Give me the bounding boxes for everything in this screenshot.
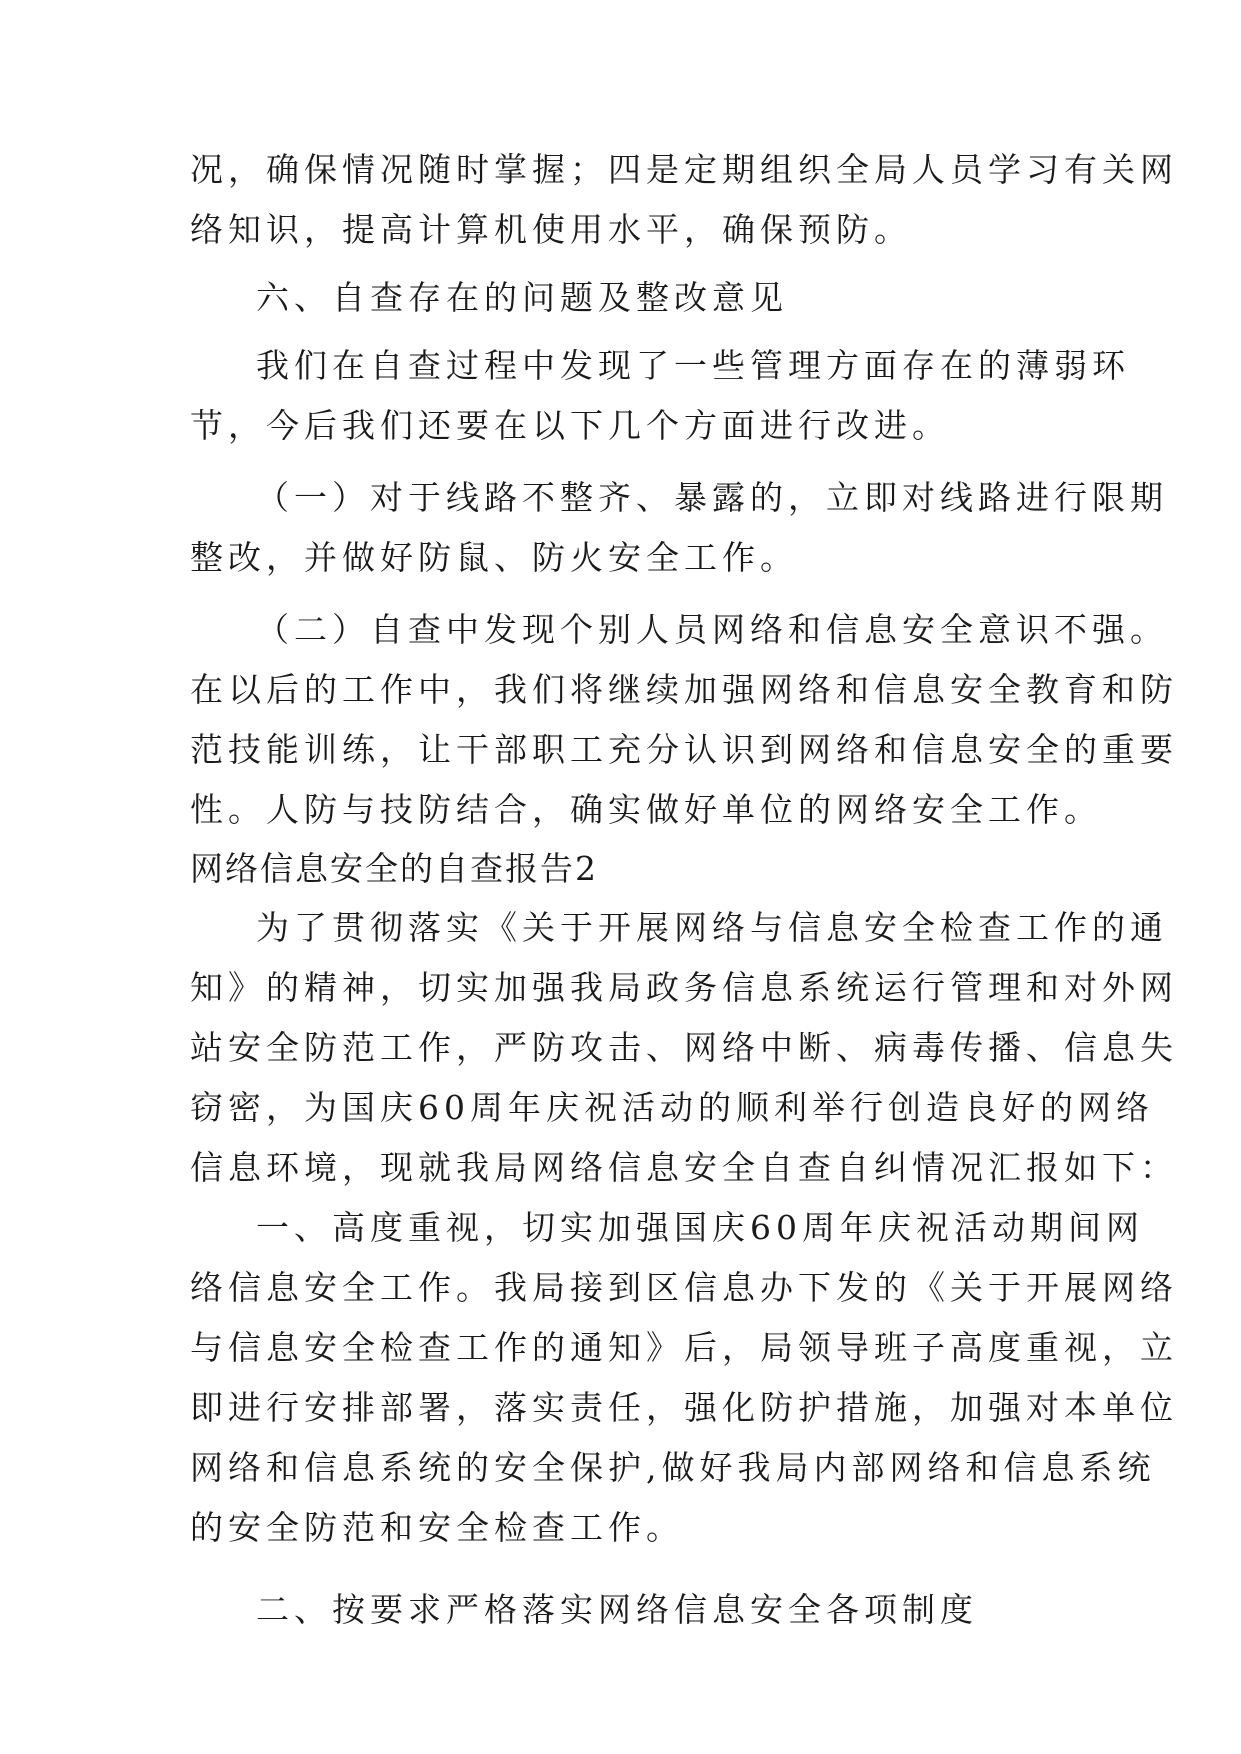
body-line-5: （一）对于线路不整齐、暴露的，立即对线路进行限期 [256, 478, 1168, 517]
section-heading-1: 一、高度重视，切实加强国庆60周年庆祝活动期间网 [256, 1208, 1144, 1247]
body-line-2: 络知识，提高计算机使用水平，确保预防。 [190, 210, 912, 249]
body-line-1: 况，确保情况随时掌握；四是定期组织全局人员学习有关网 [190, 150, 1178, 189]
body-line-4: 节，今后我们还要在以下几个方面进行改进。 [190, 406, 950, 445]
body-line-19: 网络和信息系统的安全保护,做好我局内部网络和信息系统 [190, 1448, 1156, 1487]
body-line-13: 站安全防范工作，严防攻击、网络中断、病毒传播、信息失 [190, 1028, 1178, 1067]
body-line-11: 为了贯彻落实《关于开展网络与信息安全检查工作的通 [256, 908, 1168, 947]
body-line-20: 的安全防范和安全检查工作。 [190, 1508, 684, 1547]
body-line-18: 即进行安排部署，落实责任，强化防护措施，加强对本单位 [190, 1388, 1178, 1427]
body-line-9: 范技能训练，让干部职工充分认识到网络和信息安全的重要 [190, 730, 1178, 769]
report-title-2: 网络信息安全的自查报告2 [190, 849, 598, 888]
body-line-10: 性。人防与技防结合，确实做好单位的网络安全工作。 [190, 790, 1102, 829]
body-line-3: 我们在自查过程中发现了一些管理方面存在的薄弱环 [256, 346, 1130, 385]
body-line-8: 在以后的工作中，我们将继续加强网络和信息安全教育和防 [190, 670, 1178, 709]
section-heading-6: 六、自查存在的问题及整改意见 [256, 278, 788, 317]
body-line-15: 信息环境，现就我局网络信息安全自查自纠情况汇报如下： [190, 1148, 1178, 1187]
body-line-12: 知》的精神，切实加强我局政务信息系统运行管理和对外网 [190, 968, 1178, 1007]
body-line-16: 络信息安全工作。我局接到区信息办下发的《关于开展网络 [190, 1268, 1178, 1307]
body-line-17: 与信息安全检查工作的通知》后，局领导班子高度重视，立 [190, 1328, 1178, 1367]
document-body [190, 140, 1178, 1640]
body-line-7: （二）自查中发现个别人员网络和信息安全意识不强。 [256, 610, 1168, 649]
body-line-6: 整改，并做好防鼠、防火安全工作。 [190, 538, 798, 577]
body-line-14: 窃密，为国庆60周年庆祝活动的顺利举行创造良好的网络 [190, 1088, 1154, 1127]
section-heading-2: 二、按要求严格落实网络信息安全各项制度 [256, 1590, 978, 1629]
